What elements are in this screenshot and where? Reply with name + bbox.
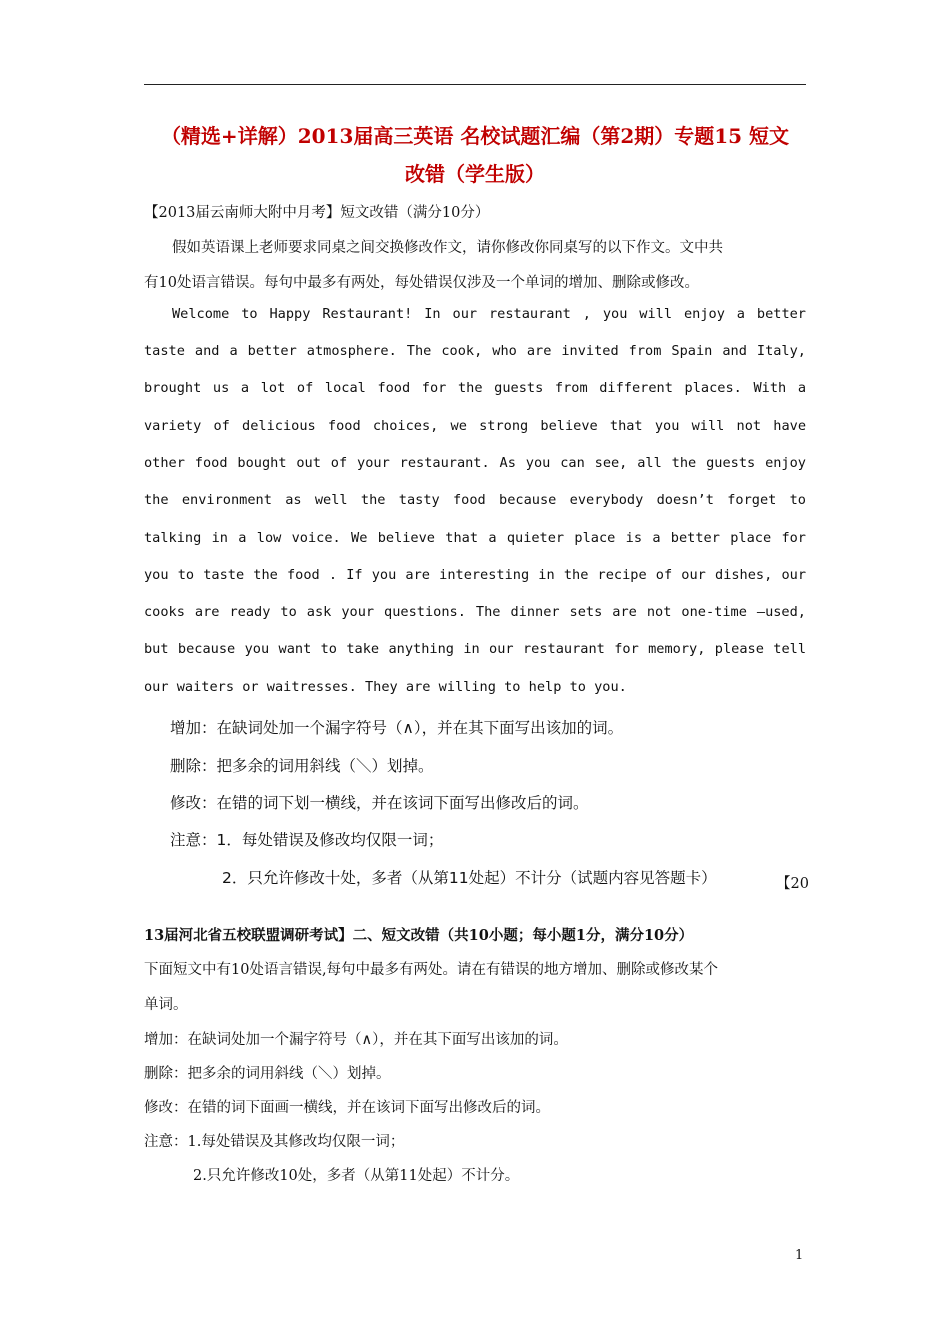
passage-line: but because you want to take anything in our restaurant for memory, please tell [144,641,806,657]
passage-line: other food bought out of your restaurant. As you can see, all the guests enjoy [144,455,806,471]
passage-line: Welcome to Happy Restaurant! In our restaurant , you will enjoy a better [172,306,806,322]
page-number: 1 [795,1248,804,1263]
section1-heading: 【2013届云南师大附中月考】短文改错（满分10分） [144,205,490,221]
section2-heading: 13届河北省五校联盟调研考试】二、短文改错（共10小题；每小题1分，满分10分） [144,927,694,944]
section2-intro-continued: 单词。 [144,997,188,1013]
section2-instruction-delete: 删除：把多余的词用斜线（＼）划掉。 [144,1066,391,1082]
instruction-modify: 修改：在错的词下划一横线，并在该词下面写出修改后的词。 [170,794,589,812]
section1-intro-continued: 有10处语言错误。每句中最多有两处，每处错误仅涉及一个单词的增加、删除或修改。 [144,275,699,291]
passage-line: talking in a low voice. We believe that a quieter place is a better place for [144,530,806,546]
passage-line: brought us a lot of local food for the guests from different places. With a [144,380,806,396]
passage-line: variety of delicious food choices, we strong believe that you will not have [144,418,806,434]
instruction-add: 增加：在缺词处加一个漏字符号（∧），并在其下面写出该加的词。 [170,719,624,737]
passage-line: taste and a better atmosphere. The cook, who are invited from Spain and Italy, [144,343,806,359]
section2-instruction-add: 增加：在缺词处加一个漏字符号（∧），并在其下面写出该加的词。 [144,1032,568,1048]
next-section-prefix: 【20 [776,876,809,892]
header-rule [144,84,806,85]
passage-line: cooks are ready to ask your questions. The dinner sets are not one-time –used, [144,604,806,620]
instruction-note: 注意：1．每处错误及修改均仅限一词； [170,831,444,849]
instruction-delete: 删除：把多余的词用斜线（＼）划掉。 [170,757,434,775]
section2-instruction-modify: 修改：在错的词下面画一横线，并在该词下面写出修改后的词。 [144,1100,550,1116]
passage-line: the environment as well the tasty food because everybody doesn’t forget to [144,492,806,508]
section2-note-2: 2.只允许修改10处，多者（从第11处起）不计分。 [193,1168,520,1184]
passage-line: you to taste the food . If you are interesting in the recipe of our dishes, our [144,567,806,583]
document-title-continued: 改错（学生版） [405,162,545,186]
section2-intro: 下面短文中有10处语言错误,每句中最多有两处。请在有错误的地方增加、删除或修改某个 [144,962,719,978]
section2-note: 注意：1.每处错误及其修改均仅限一词； [144,1134,405,1150]
instruction-note-2: 2．只允许修改十处，多者（从第11处起）不计分（试题内容见答题卡） [222,869,717,887]
section1-intro: 假如英语课上老师要求同桌之间交换修改作文，请你修改你同桌写的以下作文。文中共 [172,240,723,256]
document-title: （精选+详解）2013届高三英语 名校试题汇编（第2期）专题15 短文 [160,124,790,148]
passage-line: our waiters or waitresses. They are willing to help to you. [144,679,627,695]
